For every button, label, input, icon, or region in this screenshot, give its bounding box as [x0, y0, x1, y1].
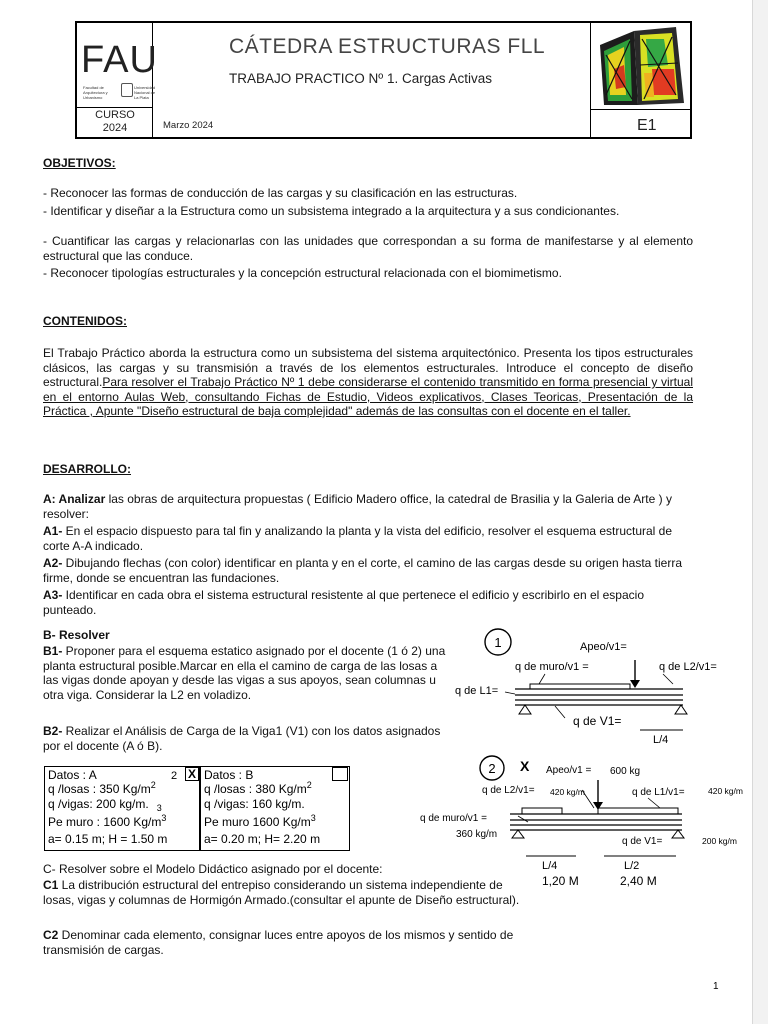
item-a2 — [43, 556, 693, 585]
scheme-2-l2: L/2 — [624, 860, 640, 872]
datos-a-title: Datos : A — [48, 768, 97, 782]
objetivos-item: - Identificar y diseñar a la Estructura como un subsistema integrado a la arquitectura y a sus condicionantes. — [43, 204, 620, 218]
static-scheme-2 — [420, 752, 752, 892]
item-a3-label: A3- — [43, 588, 63, 602]
item-a1-text: En el espacio dispuesto para tal fin y analizando la planta y la vista del edificio, resolver el esquema estructural de corte A-A indicado. — [43, 524, 673, 553]
item-a-text: las obras de arquitectura propuestas ( Edificio Madero office, la catedral de Brasilia y la Galeria de Arte ) y resolver: — [43, 492, 672, 521]
contenidos-text: El Trabajo Práctico aborda la estructura como un subsistema del sistema arquitectónico. Presenta los tipos estructurales clásicos, las cargas y su transmisión a través de los elementos estructurales. Introduce el concepto de diseño estructural. — [43, 346, 693, 389]
static-scheme-1 — [455, 626, 750, 748]
scheme-1-q-l2: q de L2/v1= — [659, 661, 717, 673]
item-b1-text: Proponer para el esquema estatico asignado por el docente (1 ó 2) una planta estructural posible.Marcar en ella el camino de carga de las losas a las vigas donde apoyan y desde las vigas a sus apoyos, sean columnas u otra viga. Considerar la L2 en voladizo. — [43, 644, 446, 702]
divider — [77, 107, 152, 108]
item-c1-text: La distribución estructural del entrepiso considerando un sistema independiente de losas, vigas y columnas de Hormigón Armado.(consultar el apunte de Diseño estructural). — [43, 878, 520, 907]
practice-code: E1 — [637, 117, 657, 134]
page-number: 1 — [713, 981, 719, 992]
logo-subtext-left: Facultad de Arquitectura y Urbanismo — [83, 85, 108, 100]
curso-cell — [83, 109, 147, 135]
header-table — [75, 21, 692, 139]
item-a1-label: A1- — [43, 524, 63, 538]
datos-b-muro: Pe muro 1600 $Kg/m^3$ — [204, 813, 316, 829]
scheme-2-apeo-value: 600 kg — [610, 766, 641, 777]
scheme-2-q-l1: q de L1/v1= — [632, 787, 685, 798]
logo-subtext-right: Universidad Nacional de La Plata — [134, 85, 156, 100]
c-heading: C- Resolver sobre el Modelo Didáctico asignado por el docente: — [43, 862, 383, 876]
scheme-2-l4-value: 1,20 M — [542, 874, 579, 888]
datos-a-number: 2 — [171, 770, 178, 782]
scheme-2-q-v1-value: 200 kg/m — [702, 836, 737, 846]
datos-b-box — [200, 766, 350, 851]
datos-a-losas: q /losas : 350 $Kg/m^2$ — [48, 780, 156, 796]
scheme-1-l4: L/4 — [653, 734, 669, 746]
scheme-2-q-l2: q de L2/v1= — [482, 785, 535, 796]
scheme-2-q-v1: q de V1= — [622, 836, 663, 847]
scheme-2-l4: L/4 — [542, 860, 558, 872]
university-seal-icon — [121, 83, 133, 97]
datos-b-vigas: q /vigas: 160 kg/m. — [204, 797, 305, 811]
contenidos-heading: CONTENIDOS: — [43, 314, 127, 328]
date: Marzo 2024 — [163, 120, 214, 131]
b-heading: B- Resolver — [43, 628, 110, 642]
contenidos-paragraph — [43, 346, 693, 419]
item-b2-label: B2- — [43, 724, 63, 738]
item-c2-label: C2 — [43, 928, 59, 942]
datos-a-dims: a= 0.15 m; H = 1.50 m — [48, 832, 168, 846]
objetivos-item: - Reconocer tipologías estructurales y la concepción estructural relacionada con el biomimetismo. — [43, 266, 562, 280]
scheme-2-l2-value: 2,40 M — [620, 874, 657, 888]
item-b2 — [43, 724, 453, 753]
chair-title: CÁTEDRA ESTRUCTURAS FLL — [229, 35, 546, 58]
scheme-1-q-v1: q de V1= — [573, 714, 622, 728]
item-a2-label: A2- — [43, 556, 63, 570]
scheme-2-q-muro: q de muro/v1 = — [420, 813, 487, 824]
item-c1 — [43, 878, 533, 907]
item-a2-text: Dibujando flechas (con color) identificar en planta y en el corte, el camino de las cargas desde su origen hasta tierra firme, donde se encuentran las fundaciones. — [43, 556, 683, 585]
datos-a-box — [44, 766, 200, 851]
objetivos-heading: OBJETIVOS: — [43, 156, 116, 170]
datos-a-muro: Pe muro : 1600 $Kg/m^3$ — [48, 813, 167, 829]
item-a1 — [43, 524, 693, 553]
practice-title: TRABAJO PRACTICO Nº 1. Cargas Activas — [229, 71, 492, 86]
item-c2-text: Denominar cada elemento, consignar luces entre apoyos de los mismos y sentido de transmisión de cargas. — [43, 928, 514, 957]
datos-a-vigas: q /vigas: 200 kg/m. $_3$ — [48, 797, 162, 814]
item-a — [43, 492, 693, 521]
viewer-scroll-area[interactable] — [752, 0, 768, 1024]
item-a3-text: Identificar en cada obra el sistema estructural resistente al que pertenece el edificio y escribirlo en el espacio punteado. — [43, 588, 644, 617]
item-a-label: A: Analizar — [43, 492, 106, 506]
scheme-2-selected-mark: X — [520, 758, 530, 774]
datos-a-selected-mark: X — [185, 767, 199, 781]
item-a3 — [43, 588, 693, 617]
item-b2-text: Realizar el Análisis de Carga de la Viga1 (V1) con los datos asignados por el docente (A ó B). — [43, 724, 441, 753]
datos-b-title: Datos : B — [204, 768, 254, 782]
scheme-2-q-muro-value: 360 kg/m — [456, 829, 498, 840]
curso-label: CURSO — [95, 109, 135, 121]
datos-b-losas: q /losas : 380 $Kg/m^2$ — [204, 780, 312, 796]
scheme-2-apeo: Apeo/v1 = — [546, 765, 592, 776]
datos-b-dims: a= 0.20 m; H= 2.20 m — [204, 832, 321, 846]
contenidos-underlined-text: Para resolver el Trabajo Práctico Nº 1 debe considerarse el contenido transmitido en forma presencial y virtual en el entorno Aulas Web, consultando Fichas de Estudio, Videos explicativos, Clases Teoricas, Presentación de la Práctica , Apunte "Diseño estructural de baja complejidad" además de las consultas con el docente en el taller. — [43, 375, 693, 418]
divider — [590, 23, 591, 137]
divider — [590, 109, 690, 110]
scheme-1-q-muro: q de muro/v1 = — [515, 661, 589, 673]
scheme-2-q-l2-value: 420 kg/m — [550, 787, 585, 797]
scheme-1-number: 1 — [494, 635, 502, 650]
scheme-2-number: 2 — [488, 761, 496, 776]
scheme-1-q-l1: q de L1= — [455, 685, 499, 697]
item-b1 — [43, 644, 453, 702]
item-c1-label: C1 — [43, 878, 59, 892]
item-b1-label: B1- — [43, 644, 63, 658]
desarrollo-heading: DESARROLLO: — [43, 462, 131, 476]
colored-structure-icon — [594, 25, 690, 109]
scheme-2-q-l1-value: 420 kg/m — [708, 786, 743, 796]
datos-b-checkbox — [332, 767, 348, 781]
objetivos-item: - Reconocer las formas de conducción de las cargas y su clasificación en las estructuras. — [43, 186, 518, 200]
objetivos-item: - Cuantificar las cargas y relacionarlas con las unidades que correspondan a su forma de manifestarse y al elemento estructural que las conduce. — [43, 234, 693, 263]
item-c2 — [43, 928, 543, 957]
scheme-1-apeo: Apeo/v1= — [580, 641, 627, 653]
fau-logo: FAU — [81, 39, 158, 81]
curso-year: 2024 — [102, 122, 128, 134]
